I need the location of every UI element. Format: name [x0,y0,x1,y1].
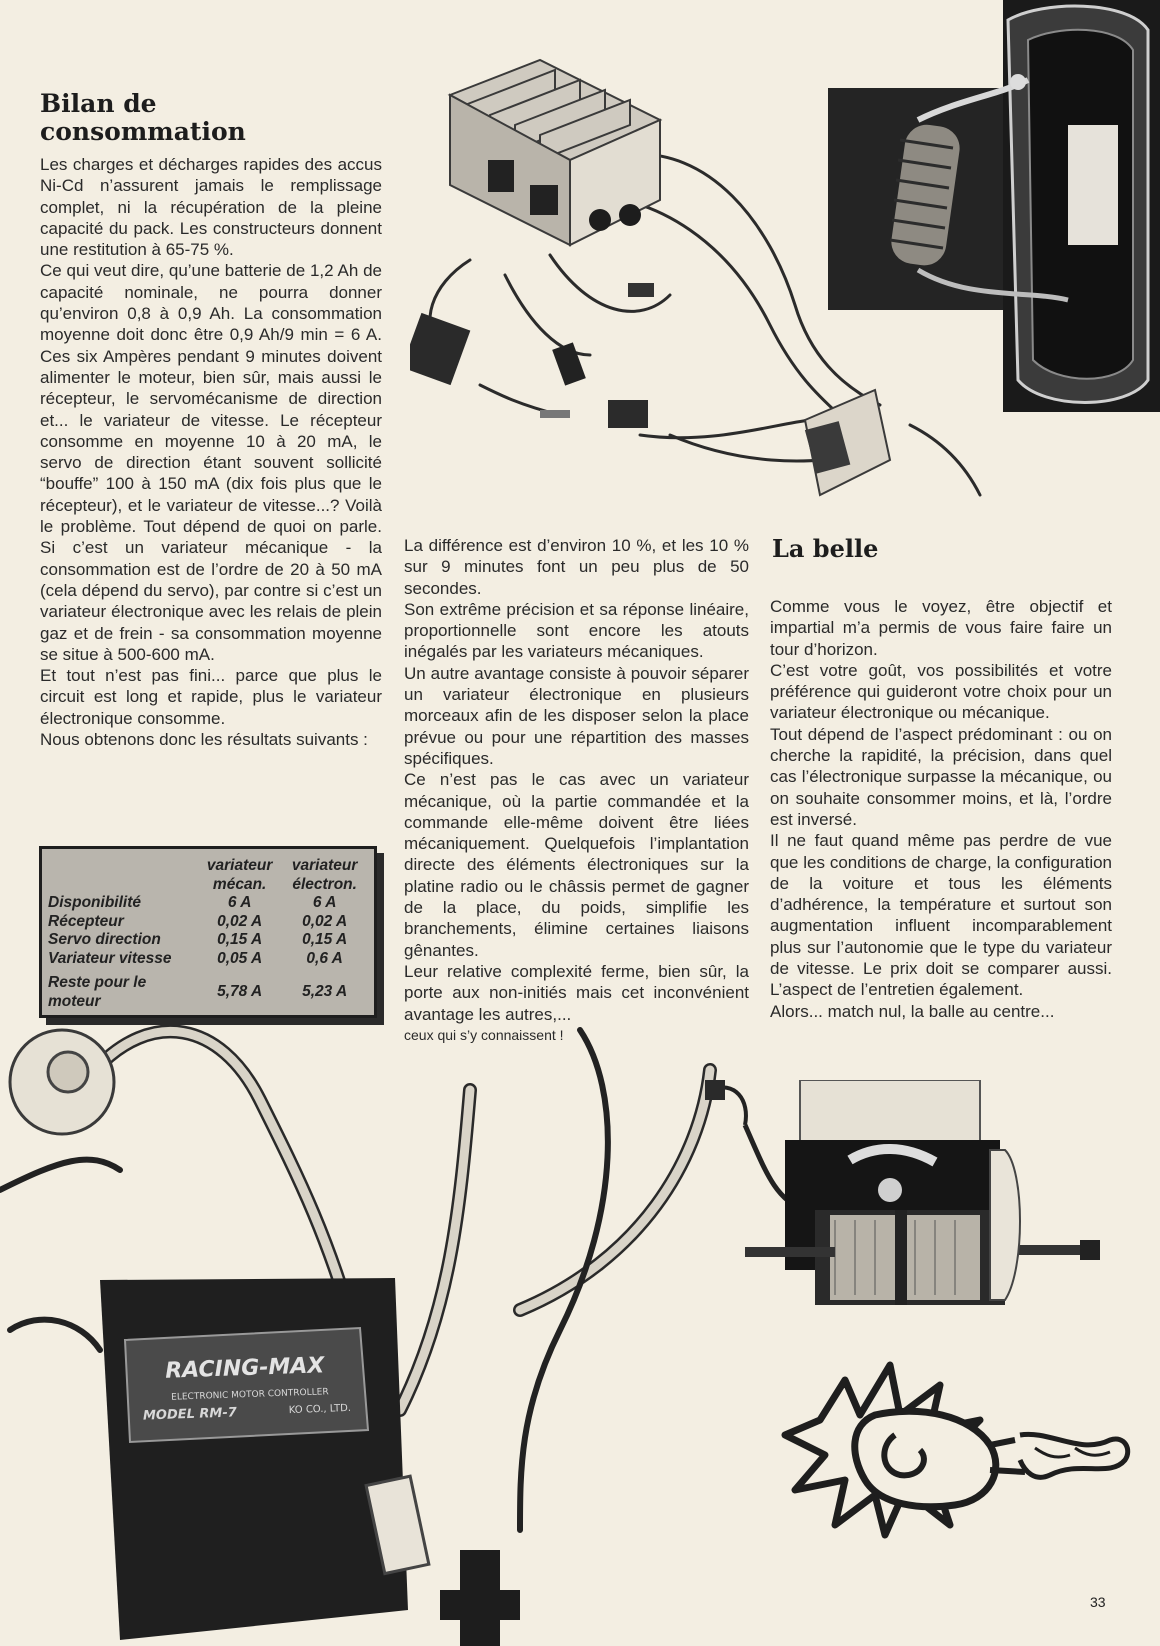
row-label: Servo direction [48,931,161,948]
paragraph: La différence est d’environ 10 %, et les 10 % sur 9 minutes font un peu plus de 50 secondes. [404,536,749,598]
row-label: Variateur vitesse [48,949,172,967]
page-number: 33 [1090,1594,1106,1610]
paragraph-tail: ceux qui s’y connaissent ! [404,1026,564,1043]
table-header-row [48,857,368,894]
paragraph: Son extrême précision et sa réponse linéaire, proportionnelle sont encore les atouts inégalés par les variateurs mécaniques. [404,599,749,662]
section-title-la-belle: La belle [772,534,879,563]
motor-photo [705,1080,1135,1350]
product-subtitle: ELECTRONIC MOTOR CONTROLLER [171,1387,329,1403]
table-header: variateur électron. [291,857,358,893]
paragraph: Un autre avantage consiste à pouvoir séparer un variateur électronique en plusieurs morceaux afin de les disposer selon la place prévue ou pour une répartition des masses spécifiques. [404,663,749,768]
table-row [48,968,368,1011]
paragraph: Ce n’est pas le cas avec un variateur mécanique, où la partie commandée et la commande elle-même doivent être liées mécaniquement. Quelquefois l’implantation directe des éléments électroniques sur la platine radio ou le châssis permet de gagner de la place, du poids, simplifie les branchements, élimine certaines liaisons gênantes. [404,770,749,960]
paragraph: Il ne faut quand même pas perdre de vue que les conditions de charge, la configuration de la voiture et tous les éléments d’adhérence, la température et surtout son augmentation influent incomparablement plus sur l’autonomie que le type du variateur de vitesse. Le prix doit se comparer aussi. L’aspect de l’entretien également. [770,831,1112,1000]
product-maker: KO CO., LTD. [288,1402,352,1417]
boxing-glove-cartoon [780,1360,1135,1540]
column-1-text [40,154,382,750]
product-model: MODEL RM-7 [142,1405,238,1424]
cell-mec: 0,02 A [217,912,263,930]
cell-elec: 0,15 A [302,931,348,948]
paragraph: C’est votre goût, vos possibilités et votre préférence qui guideront votre choix pour un variateur électronique ou mécanique. [770,660,1112,723]
cell-elec: 5,23 A [302,983,348,1001]
cell-mec: 5,78 A [217,983,263,1001]
cell-mec: 6 A [227,894,252,911]
table-row [48,931,368,950]
section-title-consumption: Bilan de consommation [40,89,246,146]
table-row [48,894,368,913]
paragraph: Leur relative complexité ferme, bien sûr, la porte aux non-initiés mais cet inconvénient avantage les autres,... [404,961,749,1024]
row-label: Disponibilité [48,894,141,911]
cell-mec: 0,05 A [217,949,263,967]
cell-elec: 0,02 A [302,912,348,930]
table-row [48,913,368,932]
consumption-table [39,846,377,1018]
table-header [48,857,198,894]
row-label: Reste pour le moteur [48,974,147,1010]
paragraph: Alors... match nul, la balle au centre... [770,1001,1055,1021]
product-brand: RACING-MAX [164,1353,325,1384]
column-2-text [404,535,749,1046]
table-row [48,950,368,969]
paragraph: Nous obtenons donc les résultats suivants : [40,730,368,750]
cell-elec: 6 A [312,894,337,911]
paragraph: Les charges et décharges rapides des accus Ni-Cd n’assurent jamais le remplissage complet, ni la récupération de la pleine capacité du pack. Les constructeurs donnent une restitution à 65-75 %. [40,155,382,260]
cell-mec: 0,15 A [217,931,263,948]
paragraph: Comme vous le voyez, être objectif et impartial m’a permis de vous faire faire un tour d’horizon. [770,597,1112,659]
paragraph: Et tout n’est pas fini... parce que plus le circuit est long et rapide, plus le variateur électronique consomme. [40,666,382,728]
column-3-text [770,596,1112,1022]
row-label: Récepteur [48,912,124,930]
paragraph: Tout dépend de l’aspect prédominant : ou on cherche la rapidité, la précision, dans quel cas l’électronique surpasse la mécanique, ou on souhaite consommer moins, et là, l’ordre est inversé. [770,724,1112,829]
paragraph: Ce qui veut dire, qu’une batterie de 1,2 Ah de capacité nominale, ne pourra donner qu’environ 0,8 à 0,9 Ah. La consommation moyenne doit donc être 0,9 Ah/9 min = 6 A. Ces six Ampères pendant 9 minutes doivent alimenter le moteur, bien sûr, mais aussi le récepteur, le servomécanisme de direction et... le variateur de vitesse. Le récepteur consomme en moyenne 10 à 20 mA, le servo de direction étant souvent sollicité “bouffe” 100 à 150 mA (dix fois plus que le récepteur), et le variateur de vitesse...? Voilà le problème. Tout dépend de quoi on parle. Si c’est un variateur mécanique - la consommation est de l’ordre de 20 à 50 mA (cela dépend du servo), par contre si c’est un variateur électronique avec les relais de plein gaz et de frein - sa consommation moyenne se situe à 500-600 mA. [40,261,382,664]
racing-max-controller-photo [0,1010,780,1646]
mechanical-variator-photo [828,0,1160,412]
table-header: variateur mécan. [206,857,273,893]
cell-elec: 0,6 A [306,949,343,967]
